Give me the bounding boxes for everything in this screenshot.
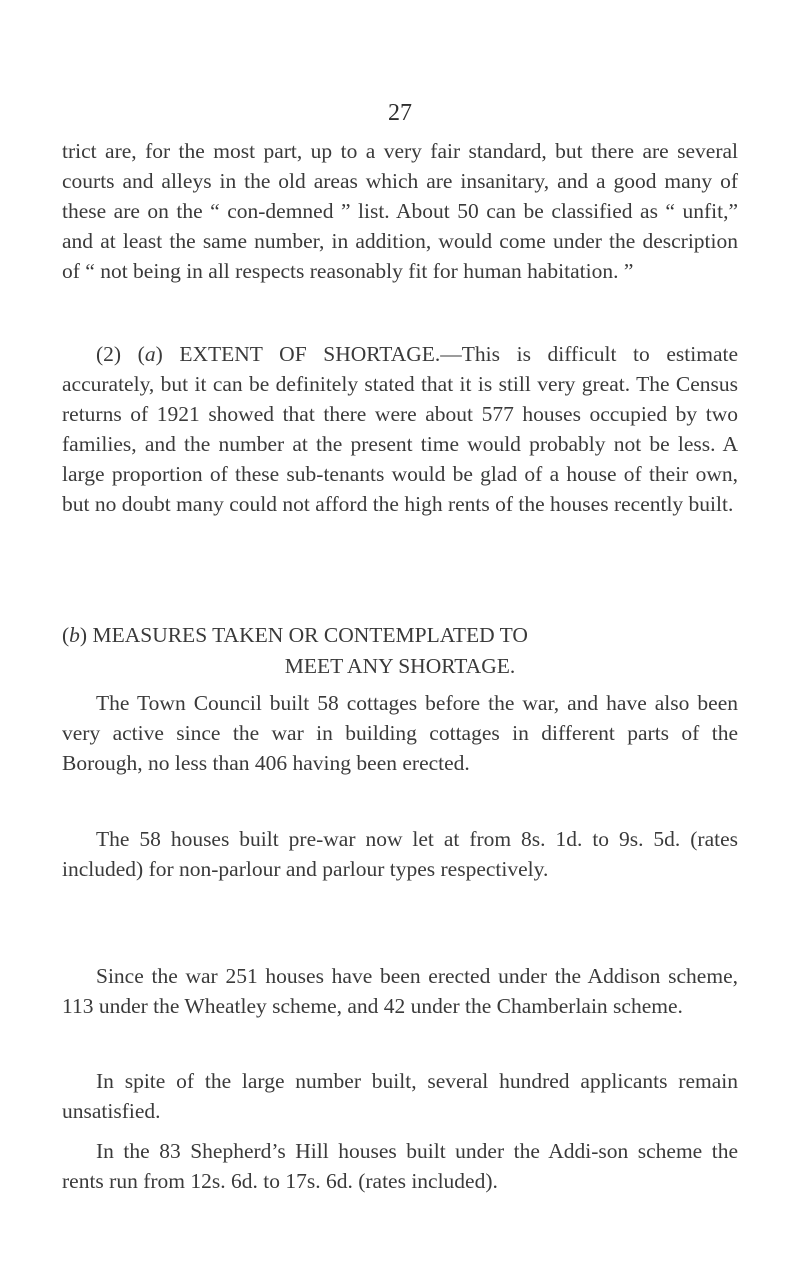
paragraph-extent-of-shortage	[62, 339, 738, 519]
heading-prefix: (	[62, 623, 70, 647]
paragraph-text: In the 83 Shepherd’s Hill houses built under the Addi-son scheme the rents run from 12s. 6d. to 17s. 6d. (rates included).	[62, 1139, 738, 1193]
section-heading-measures	[62, 620, 738, 682]
paragraph-text: Since the war 251 houses have been erected under the Addison scheme, 113 under the Wheatley scheme, and 42 under the Chamberlain scheme.	[62, 964, 738, 1018]
heading-line-2: MEET ANY SHORTAGE.	[284, 654, 516, 678]
paragraph-town-council-cottages	[62, 688, 738, 778]
heading-text: ) MEASURES TAKEN OR CONTEMPLATED TO	[79, 623, 528, 647]
paragraph-unsatisfied-applicants	[62, 1066, 738, 1126]
heading-line-1	[62, 620, 738, 651]
paragraph-text: trict are, for the most part, up to a very fair standard, but there are several courts and alleys in the old areas which are insanitary, and a good many of these are on the “ con-demned ” list. About 50 can be classified as “ unfit,” and at least the same number, in addition, would come under the description of “ not being in all respects reasonably fit for human habitation. ”	[62, 139, 738, 283]
page-number: 27	[388, 100, 412, 126]
paragraph-text: ) EXTENT OF SHORTAGE.—This is difficult to estimate accurately, but it can be definitely stated that it is still very great. The Census returns of 1921 showed that there were about 577 houses occupied by two families, and the number at the present time would probably not be less. A large proportion of these sub-tenants would be glad of a house of their own, but no doubt many could not afford the high rents of the houses recently built.	[62, 342, 738, 516]
paragraph-shepherds-hill-rents	[62, 1136, 738, 1196]
paragraph-text: The 58 houses built pre-war now let at from 8s. 1d. to 9s. 5d. (rates included) for non-parlour and parlour types respectively.	[62, 827, 738, 881]
paragraph-prewar-rents	[62, 824, 738, 884]
paragraph-text: The Town Council built 58 cottages before the war, and have also been very active since the war in building cottages in different parts of the Borough, no less than 406 having been erected.	[62, 691, 738, 775]
paragraph-text: In spite of the large number built, several hundred applicants remain unsatisfied.	[62, 1069, 738, 1123]
paragraph-prefix: (2) (	[96, 342, 145, 366]
paragraph-housing-standard	[62, 136, 738, 286]
paragraph-postwar-schemes	[62, 961, 738, 1021]
section-letter-a: a	[144, 342, 156, 366]
section-letter-b: b	[69, 623, 80, 647]
